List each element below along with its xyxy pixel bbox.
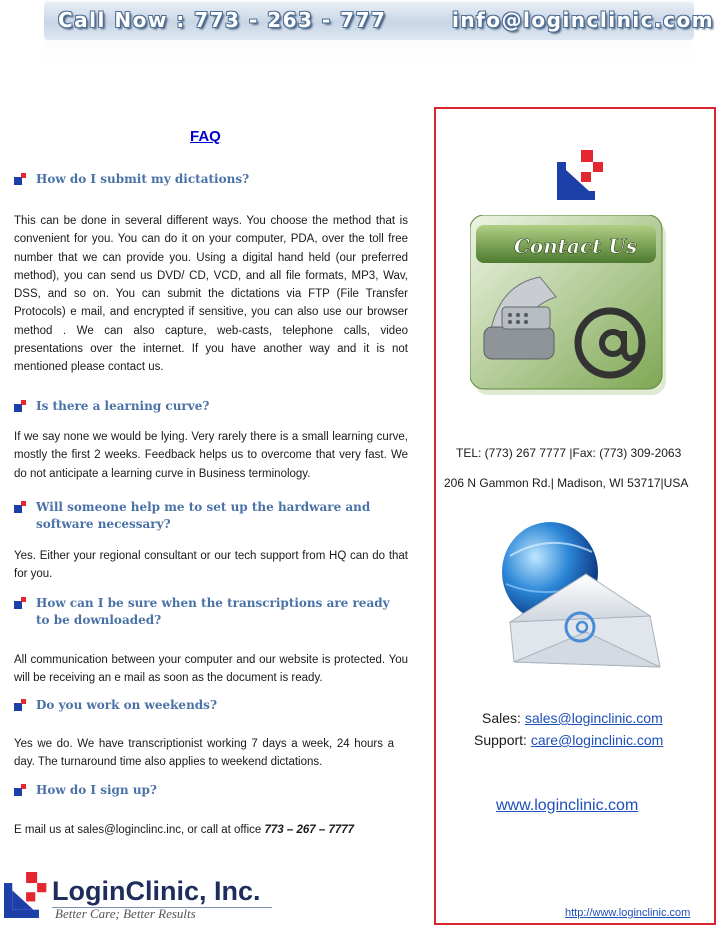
footer-company-name: LoginClinic, Inc.: [52, 876, 261, 906]
faq-question-text: How can I be sure when the transcriptions are ready to be downloaded?: [36, 596, 390, 627]
loginclinic-logo-icon: [557, 150, 607, 200]
faq-question: [14, 499, 394, 533]
bullet-icon: [14, 501, 26, 513]
faq-question-text: Will someone help me to set up the hardware and software necessary?: [36, 500, 371, 531]
faq-answer: [14, 821, 434, 839]
bullet-icon: [14, 597, 26, 609]
footer-tagline: Better Care; Better Results: [55, 906, 196, 921]
contact-tel-fax: TEL: (773) 267 7777 |Fax: (773) 309-2063: [456, 446, 682, 460]
support-contact: [474, 732, 663, 748]
faq-question: [14, 171, 409, 188]
bullet-icon: [14, 400, 26, 412]
contact-address: 206 N Gammon Rd.| Madison, WI 53717|USA: [444, 476, 689, 490]
bullet-icon: [14, 173, 26, 185]
sales-label: Sales:: [482, 710, 525, 726]
bullet-icon: [14, 784, 26, 796]
faq-question: [14, 782, 409, 799]
header-email[interactable]: info@loginclinic.com: [452, 8, 715, 32]
header-phone: Call Now : 773 - 263 - 777: [58, 8, 387, 32]
faq-title: FAQ: [190, 128, 221, 145]
website-link[interactable]: www.loginclinic.com: [496, 797, 639, 814]
bullet-icon: [14, 699, 26, 711]
faq-question-text: Is there a learning curve?: [36, 399, 210, 413]
faq-answer: All communication between your computer and our website is protected. You will be receiving an e mail as soon as the document is ready.: [14, 654, 408, 685]
faq-question: [14, 595, 394, 629]
faq-answer-text: E mail us at sales@loginclinc.inc, or call at office: [14, 824, 265, 836]
office-phone: 773 – 267 – 7777: [264, 824, 355, 836]
faq-question: [14, 398, 409, 415]
faq-question-text: How do I sign up?: [36, 783, 157, 797]
sales-email-link[interactable]: sales@loginclinic.com: [524, 710, 663, 726]
faq-question-text: How do I submit my dictations?: [36, 172, 250, 186]
email-globe-graphic: [500, 512, 670, 670]
footer-logo-icon: [4, 872, 50, 918]
faq-answer: This can be done in several different ways. You choose the method that is convenient for you. You can do it on your computer, PDA, over the toll free number that we can provide you. Using a digital hand held (our preferred method), you can send us DVD/ CD, VCD, and all file formats, MP3, Wav, DSS, and so on. You can submit the dictations via FTP (File Transfer Protocols) e mail, and encrypted if sensitive, you can also use our browser method . We can also capture, web-casts, telephone calls, video presentations over the internet. If you have another way and it is not mentioned please contact us.: [14, 215, 408, 374]
bottom-url-link[interactable]: http://www.loginclinic.com: [565, 907, 691, 919]
faq-question-text: Do you work on weekends?: [36, 698, 217, 712]
sales-contact: [482, 710, 663, 726]
support-email-link[interactable]: care@loginclinic.com: [530, 732, 664, 748]
contact-us-graphic: [470, 215, 670, 400]
support-label: Support:: [474, 732, 531, 748]
faq-answer: Yes. Either your regional consultant or our tech support from HQ can do that for you.: [14, 550, 408, 581]
faq-question: [14, 697, 409, 714]
faq-answer: If we say none we would be lying. Very rarely there is a small learning curve, mostly the first 2 weeks. Feedback helps us to overcome that very fast. We do not anticipate a learning curve in Business terminology.: [14, 431, 408, 480]
contact-us-label: Contact Us: [514, 234, 638, 258]
faq-answer: Yes we do. We have transcriptionist working 7 days a week, 24 hours a day. The turnaround time also applies to weekend dictations.: [14, 738, 394, 769]
